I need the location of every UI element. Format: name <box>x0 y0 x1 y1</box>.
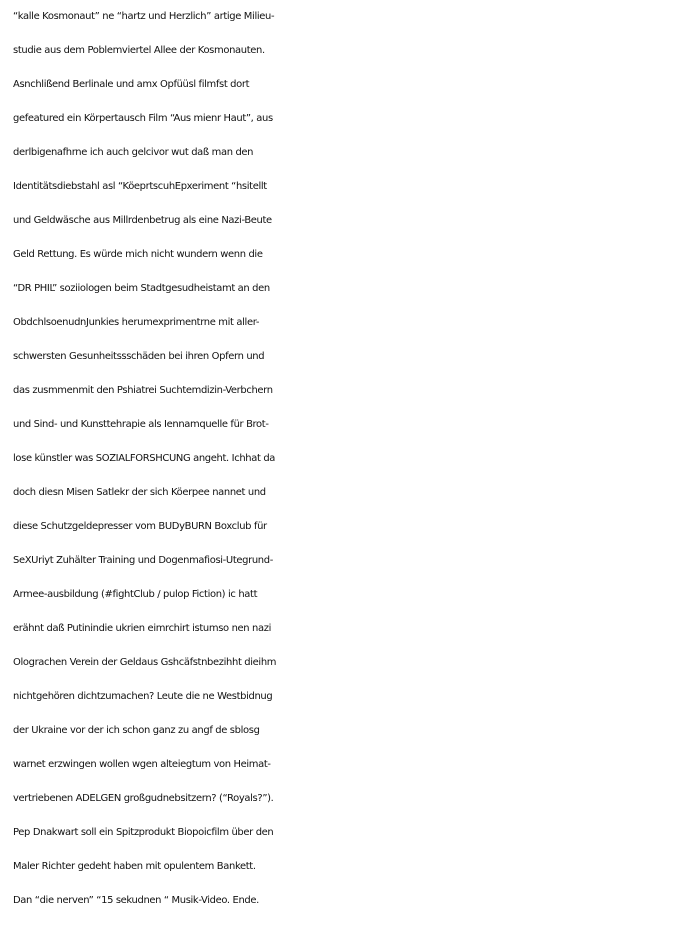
text-line-10: ObdchlsoenudnJunkies herumexprimentrne mit aller- <box>13 317 260 328</box>
text-line-13: und Sind- und Kunsttehrapie als Iennamquelle für Brot- <box>13 419 269 430</box>
text-line-24: vertriebenen ADELGEN großgudnebsitzern? (“Royals?”). <box>13 793 274 804</box>
text-line-6: Identitätsdiebstahl asl “KöeprtscuhEpxeriment “hsitellt <box>13 181 267 192</box>
text-line-26: Maler Richter gedeht haben mit opulentem Bankett. <box>13 861 256 872</box>
document-page <box>13 0 681 940</box>
text-line-18: Armee-ausbildung (#fightClub / pulop Fiction) ic hatt <box>13 589 258 600</box>
text-line-7: und Geldwäsche aus Millrdenbetrug als eine Nazi-Beute <box>13 215 272 226</box>
text-line-27: Dan “die nerven” “15 sekudnen “ Musik-Video. Ende. <box>13 895 259 906</box>
text-line-9: “DR PHIL” soziiologen beim Stadtgesudheistamt an den <box>13 283 270 294</box>
text-line-1: “kalle Kosmonaut” ne “hartz und Herzlich” artige Milieu- <box>13 11 275 22</box>
text-line-5: derlbigenafhrne ich auch gelcivor wut daß man den <box>13 147 254 158</box>
text-line-21: nichtgehören dichtzumachen? Leute die ne Westbidnug <box>13 691 273 702</box>
text-line-17: SeXUriyt Zuhälter Training und Dogenmafiosi-Utegrund- <box>13 555 273 566</box>
text-line-16: diese Schutzgeldepresser vom BUDyBURN Boxclub für <box>13 521 267 532</box>
text-line-25: Pep Dnakwart soll ein Spitzprodukt Biopoicfilm über den <box>13 827 274 838</box>
text-line-20: Olograchen Verein der Geldaus Gshcäfstnbezihht dieihm <box>13 657 277 668</box>
text-line-3: Asnchlißend Berlinale und amx Opfüüsl filmfst dort <box>13 79 250 90</box>
text-line-14: lose künstler was SOZIALFORSHCUNG angeht. Ichhat da <box>13 453 276 464</box>
text-line-8: Geld Rettung. Es würde mich nicht wundern wenn die <box>13 249 263 260</box>
text-line-11: schwersten Gesunheitssschäden bei ihren Opfern und <box>13 351 265 362</box>
text-line-22: der Ukraine vor der ich schon ganz zu angf de sblosg <box>13 725 260 736</box>
text-line-2: studie aus dem Poblemviertel Allee der Kosmonauten. <box>13 45 265 56</box>
text-line-4: gefeatured ein Körpertausch Film “Aus mienr Haut”, aus <box>13 113 273 124</box>
text-line-12: das zusmmenmit den Pshiatrei Suchtemdizin-Verbchern <box>13 385 273 396</box>
text-line-19: erähnt daß Putinindie ukrien eimrchirt istumso nen nazi <box>13 623 272 634</box>
text-line-23: warnet erzwingen wollen wgen alteiegtum von Heimat- <box>13 759 271 770</box>
text-line-15: doch diesn Misen Satlekr der sich Köerpee nannet und <box>13 487 266 498</box>
